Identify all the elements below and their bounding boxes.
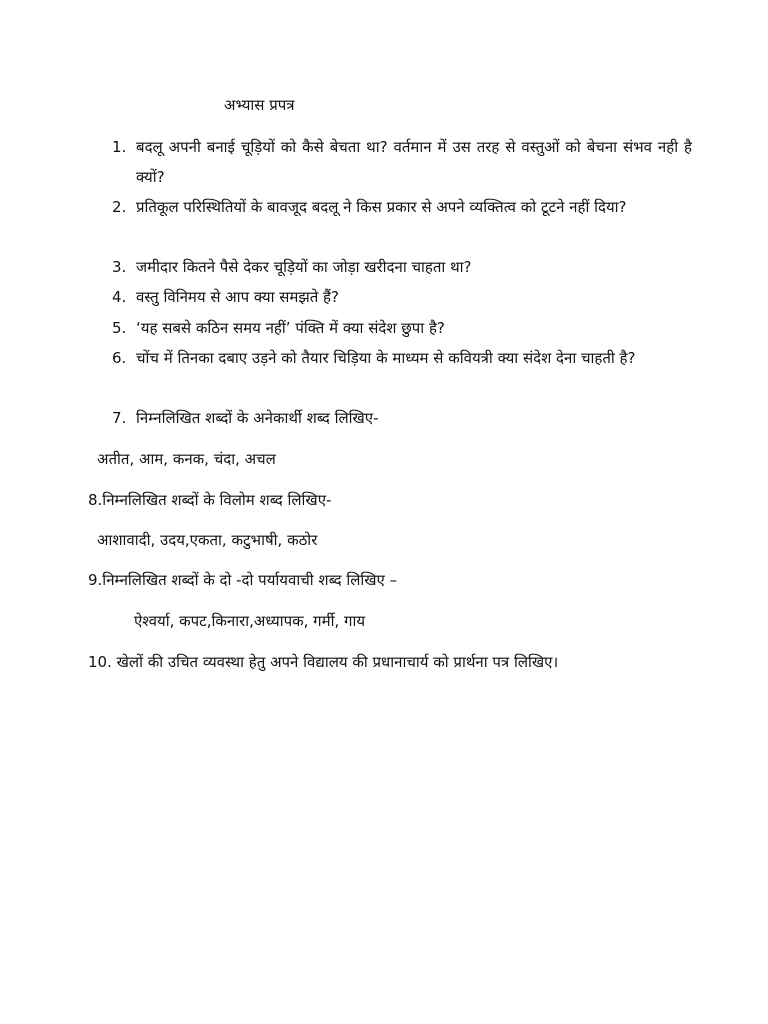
question-item [112,282,692,312]
question-item [112,343,692,373]
question-number: 5. [112,319,127,337]
question-item [112,252,692,282]
question-9: 9.निम्नलिखित शब्दों के दो -दो पर्यायवाची शब्द लिखिए – [88,571,398,589]
question-number: 7. [112,409,127,427]
question-text: जमीदार कितने पैसे देकर चूड़ियों का जोड़ा खरीदना चाहता था? [136,258,472,276]
question-text: ‘यह सबसे कठिन समय नहीं’ पंक्ति में क्या संदेश छुपा है? [136,319,445,337]
question-item [112,132,692,192]
question-text: निम्नलिखित शब्दों के अनेकार्थी शब्द लिखिए- [136,409,379,427]
question-text: वस्तु विनिमय से आप क्या समझते हैं? [136,288,339,306]
question-text: चोंच में तिनका दबाए उड़ने को तैयार चिड़िया के माध्यम से कवियत्री क्या संदेश देना चाहती है? [136,349,636,367]
word-list-8: आशावादी, उदय,एकता, कटुभाषी, कठोर [97,531,318,549]
question-text: बदलू अपनी बनाई चूड़ियों को कैसे बेचता था? वर्तमान में उस तरह से वस्तुओं को बेचना संभव नही है क्यों? [136,138,692,186]
question-text: प्रतिकूल परिस्थितियों के बावजूद बदलू ने किस प्रकार से अपने व्यक्तित्व को टूटने नहीं दिया? [136,198,627,216]
worksheet-title: अभ्यास प्रपत्र [224,96,295,114]
question-number: 3. [112,258,127,276]
question-10: 10. खेलों की उचित व्यवस्था हेतु अपने विद्यालय की प्रधानाचार्य को प्रार्थना पत्र लिखिए। [88,653,559,671]
question-number: 6. [112,349,127,367]
question-8: 8.निम्नलिखित शब्दों के विलोम शब्द लिखिए- [88,491,332,509]
question-number: 2. [112,198,127,216]
question-item [112,313,692,343]
question-item [112,192,692,222]
question-number: 4. [112,288,127,306]
word-list-9: ऐश्वर्या, कपट,किनारा,अध्यापक, गर्मी, गाय [134,612,366,630]
question-item [112,403,692,433]
question-number: 1. [112,138,127,156]
word-list-7: अतीत, आम, कनक, चंदा, अचल [97,450,276,468]
